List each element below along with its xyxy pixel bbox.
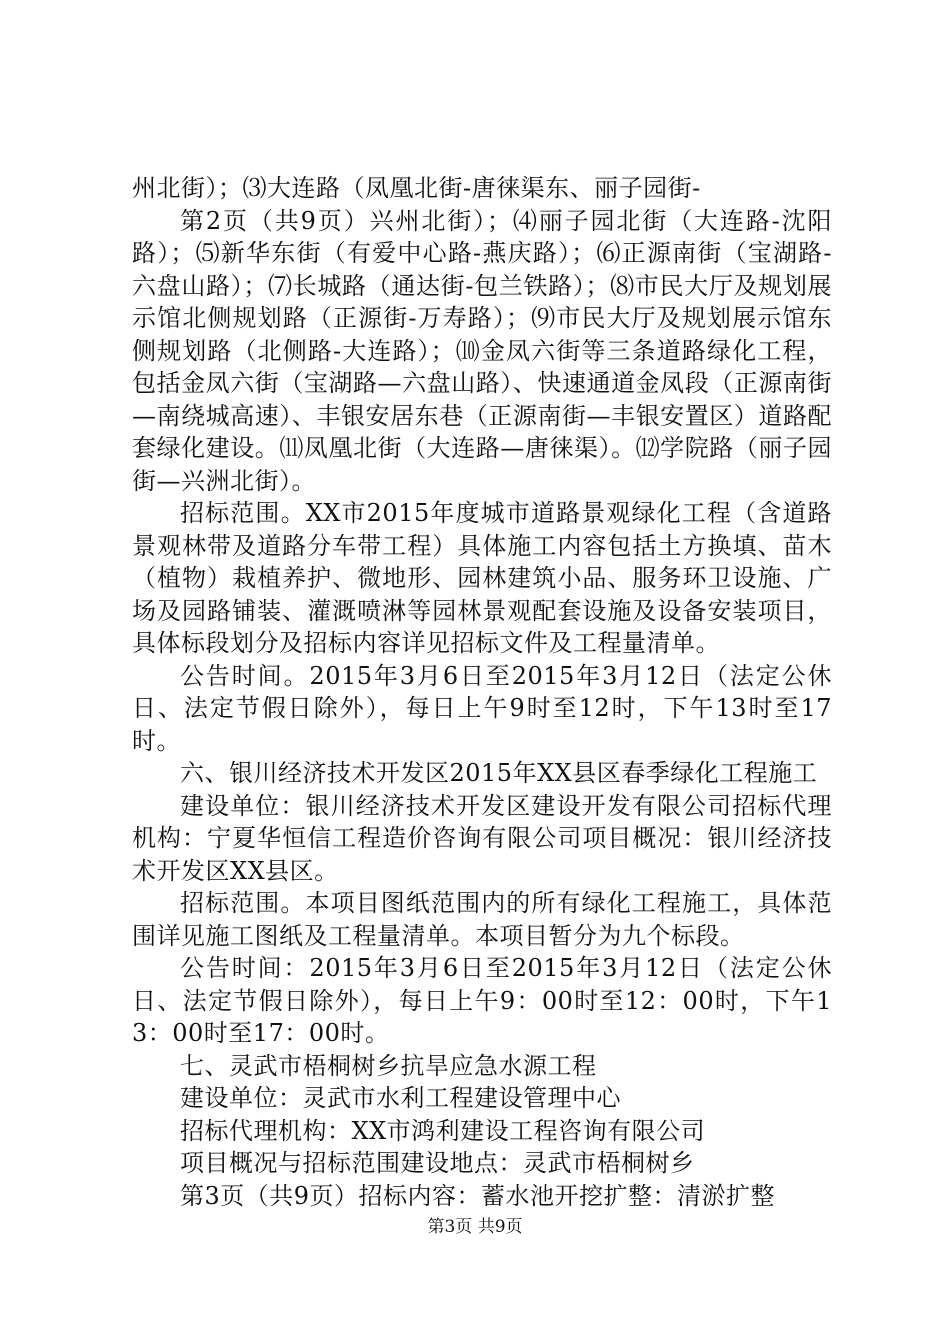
paragraph-4: 公告时间。2015年3月6日至2015年3月12日（法定公休日、法定节假日除外），每日上午9时至12时，下午13时至17时。 — [132, 661, 832, 755]
paragraph-13: 第3页（共9页）招标内容：蓄水池开挖扩整：清淤扩整 — [180, 1181, 776, 1210]
section-heading-6: 六、银川经济技术开发区2015年XX县区春季绿化工程施工 — [180, 759, 818, 787]
paragraph-3: 招标范围。XX市2015年度城市道路景观绿化工程（含道路景观林带及道路分车带工程）具体施工内容包括土方换填、苗木（植物）栽植养护、微地形、园林建筑小品、服务环卫设施、广场及园路铺装、灌溉喷淋等园林景观配套设施及设备安装项目，具体标段划分及招标内容详见招标文件及工程量清单。 — [132, 499, 832, 657]
paragraph-10: 建设单位：灵武市水利工程建设管理中心 — [180, 1084, 621, 1112]
paragraph-12: 项目概况与招标范围建设地点：灵武市梧桐树乡 — [180, 1149, 695, 1177]
paragraph-2: 第2页（共9页）兴州北街）；⑷丽子园北街（大连路-沈阳路）；⑸新华东街（有爱中心路-燕庆路）；⑹正源南街（宝湖路-六盘山路）；⑺长城路（通达街-包兰铁路）；⑻市民大厅及规划展示馆北侧规划路（正源街-万寿路）；⑼市民大厅及规划展示馆东侧规划路（北侧路-大连路）；⑽金凤六街等三条道路绿化工程，包括金凤六街（宝湖路—六盘山路）、快速通道金凤段（正源南街—南绕城高速）、丰银安居东巷（正源南街—丰银安置区）道路配套绿化建设。⑾凤凰北街（大连路—唐徕渠）。⑿学院路（丽子园街—兴洲北街）。 — [132, 206, 832, 495]
paragraph-8: 公告时间：2015年3月6日至2015年3月12日（法定公休日、法定节假日除外），每日上午9：00时至12：00时，下午13：00时至17：00时。 — [132, 954, 832, 1047]
section-heading-7: 七、灵武市梧桐树乡抗旱应急水源工程 — [180, 1051, 597, 1080]
paragraph-7: 招标范围。本项目图纸范围内的所有绿化工程施工，具体范围详见施工图纸及工程量清单。本项目暂分为九个标段。 — [132, 889, 832, 950]
paragraph-1: 州北街）；⑶大连路（凤凰北街-唐徕渠东、丽子园街- — [132, 174, 701, 202]
page-number-label: 第3页 共9页 — [427, 1217, 523, 1237]
paragraph-11: 招标代理机构：XX市鸿利建设工程咨询有限公司 — [180, 1116, 706, 1145]
page-footer — [0, 1212, 950, 1237]
paragraph-6: 建设单位：银川经济技术开发区建设开发有限公司招标代理机构：宁夏华恒信工程造价咨询有限公司项目概况：银川经济技术开发区XX县区。 — [132, 791, 832, 885]
document-body — [132, 172, 832, 1212]
